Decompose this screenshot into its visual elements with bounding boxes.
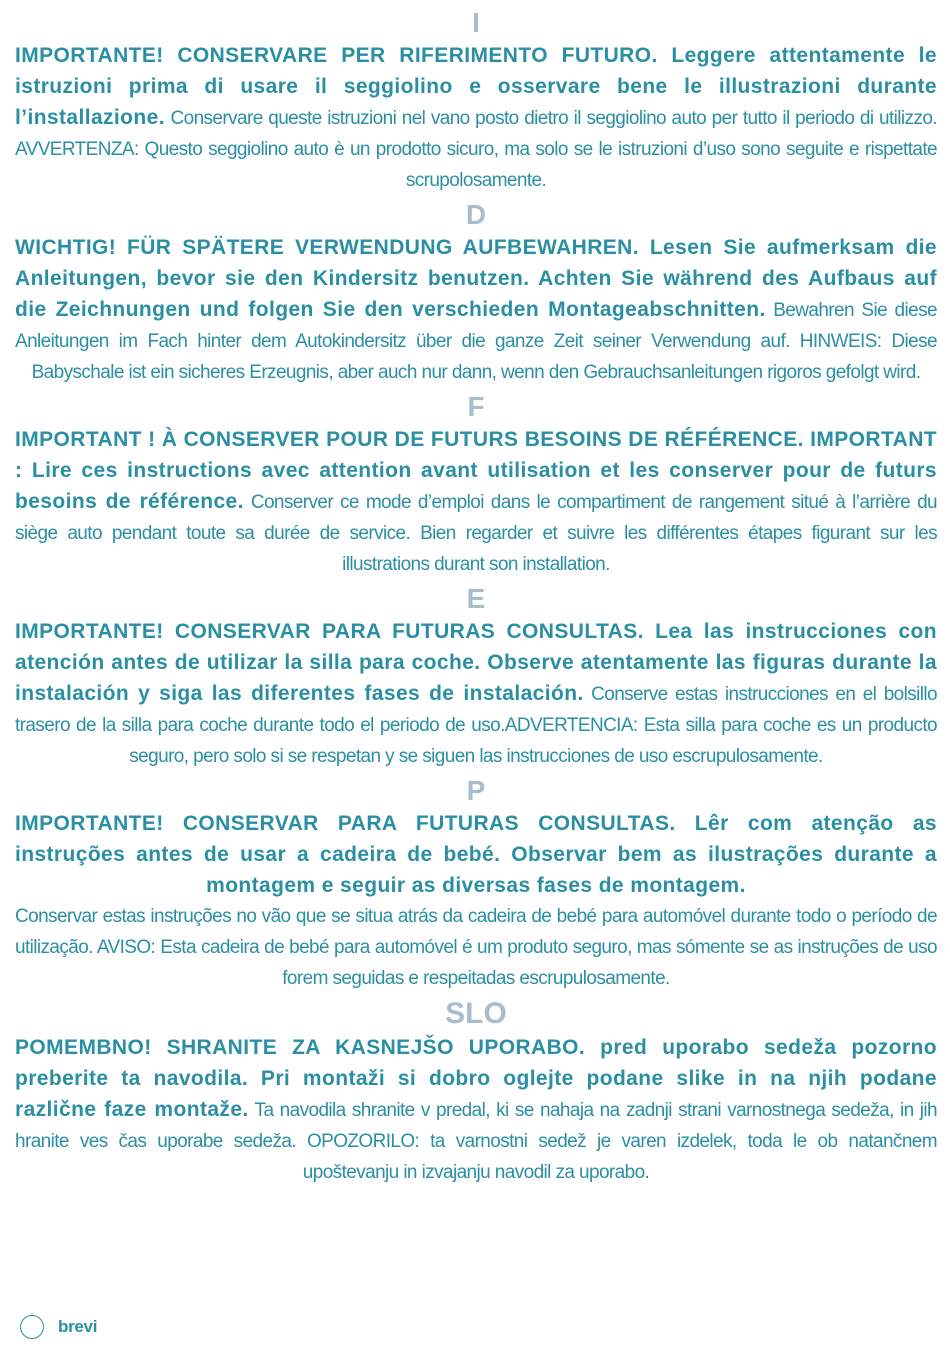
- bold-text: IMPORTANTE! CONSERVAR PARA FUTURAS CONSULTAS. Lea las instrucciones con atención antes de utilizar la silla para coche. Observe atentamente las figuras durante la instalación y siga las diferentes fases de instalación.: [15, 620, 937, 705]
- circle-icon: [20, 1315, 44, 1339]
- section-italian: [15, 6, 937, 196]
- section-text: [15, 232, 937, 388]
- language-code: D: [465, 199, 487, 230]
- section-spanish: [15, 582, 937, 772]
- instruction-page: [15, 6, 937, 1188]
- section-text-bold: [15, 808, 937, 901]
- normal-text: Ta navodila shranite v predal, ki se nahaja na zadnji strani varnostnega sedeža, in jih hranite ves čas uporabe sedeža. OPOZORILO: ta varnostni sedež je varen izdelek, toda le ob natančnem upoštevanju in izvajanju navodil za uporabo.: [15, 1100, 938, 1183]
- section-text: [15, 424, 937, 580]
- language-code: SLO: [445, 997, 507, 1030]
- bold-text: IMPORTANTE! CONSERVARE PER RIFERIMENTO FUTURO. Leggere attentamente le istruzioni prima di usare il seggiolino e osservare bene le illustrazioni durante l’installazione.: [15, 44, 937, 129]
- section-french: [15, 390, 937, 580]
- brevi-logo: brevi: [58, 1317, 98, 1336]
- bold-text: POMEMBNO! SHRANITE ZA KASNEJŠO UPORABO. pred uporabo sedeža pozorno preberite ta navodila. Pri montaži si dobro oglejte podane slike in na njih podane različne faze montaže.: [15, 1036, 937, 1121]
- language-code: F: [467, 391, 485, 422]
- language-code: E: [466, 583, 486, 614]
- section-text: [15, 40, 937, 196]
- section-portuguese: [15, 774, 937, 994]
- language-code: P: [466, 775, 486, 806]
- footer: [20, 1312, 97, 1342]
- bold-text: IMPORTANT ! À CONSERVER POUR DE FUTURS BESOINS DE RÉFÉRENCE. IMPORTANT : Lire ces instructions avec attention avant utilisation et les conserver pour de futurs besoins de référence.: [15, 428, 937, 513]
- bold-text: IMPORTANTE! CONSERVAR PARA FUTURAS CONSULTAS. Lêr com atenção as instruções antes de usar a cadeira de bebé. Observar bem as ilustrações durante a montagem e seguir as diversas fases de montagem.: [15, 812, 937, 897]
- normal-text: Conservar estas instruções no vão que se situa atrás da cadeira de bebé para automóvel durante todo o período de utilização. AVISO: Esta cadeira de bebé para automóvel é um produto seguro, mas sómente se as instruções de uso forem seguidas e respeitadas escrupulosamente.: [15, 906, 937, 989]
- section-slovenian: [15, 996, 937, 1188]
- section-text: [15, 1032, 937, 1188]
- normal-text: Conservare queste istruzioni nel vano posto dietro il seggiolino auto per tutto il periodo di utilizzo. AVVERTENZA: Questo seggiolino auto è un prodotto sicuro, ma solo se le istruzioni d’uso sono seguite e rispettate scrupolosamente.: [15, 108, 937, 191]
- normal-text: Conserver ce mode d’emploi dans le compartiment de rangement situé à l’arrière du siège auto pendant toute sa durée de service. Bien regarder et suivre les différentes étapes figurant sur les illustrations durant son installation.: [15, 492, 938, 575]
- bold-text: WICHTIG! FÜR SPÄTERE VERWENDUNG AUFBEWAHREN. Lesen Sie aufmerksam die Anleitungen, bevor sie den Kindersitz benutzen. Achten Sie während des Aufbaus auf die Zeichnungen und folgen Sie den verschieden Montageabschnitten.: [15, 236, 937, 321]
- section-text: [15, 616, 937, 772]
- normal-text: Bewahren Sie diese Anleitungen im Fach hinter dem Autokindersitz über die ganze Zeit seiner Verwendung auf. HINWEIS: Diese Babyschale ist ein sicheres Erzeugnis, aber auch nur dann, wenn den Gebrauchsanleitungen rigoros gefolgt wird.: [15, 300, 937, 383]
- language-code: I: [472, 7, 480, 38]
- normal-text: Conserve estas instrucciones en el bolsillo trasero de la silla para coche durante todo el periodo de uso.ADVERTENCIA: Esta silla para coche es un producto seguro, pero solo si se respetan y se siguen las instrucciones de uso escrupulosamente.: [15, 684, 937, 767]
- section-german: [15, 198, 937, 388]
